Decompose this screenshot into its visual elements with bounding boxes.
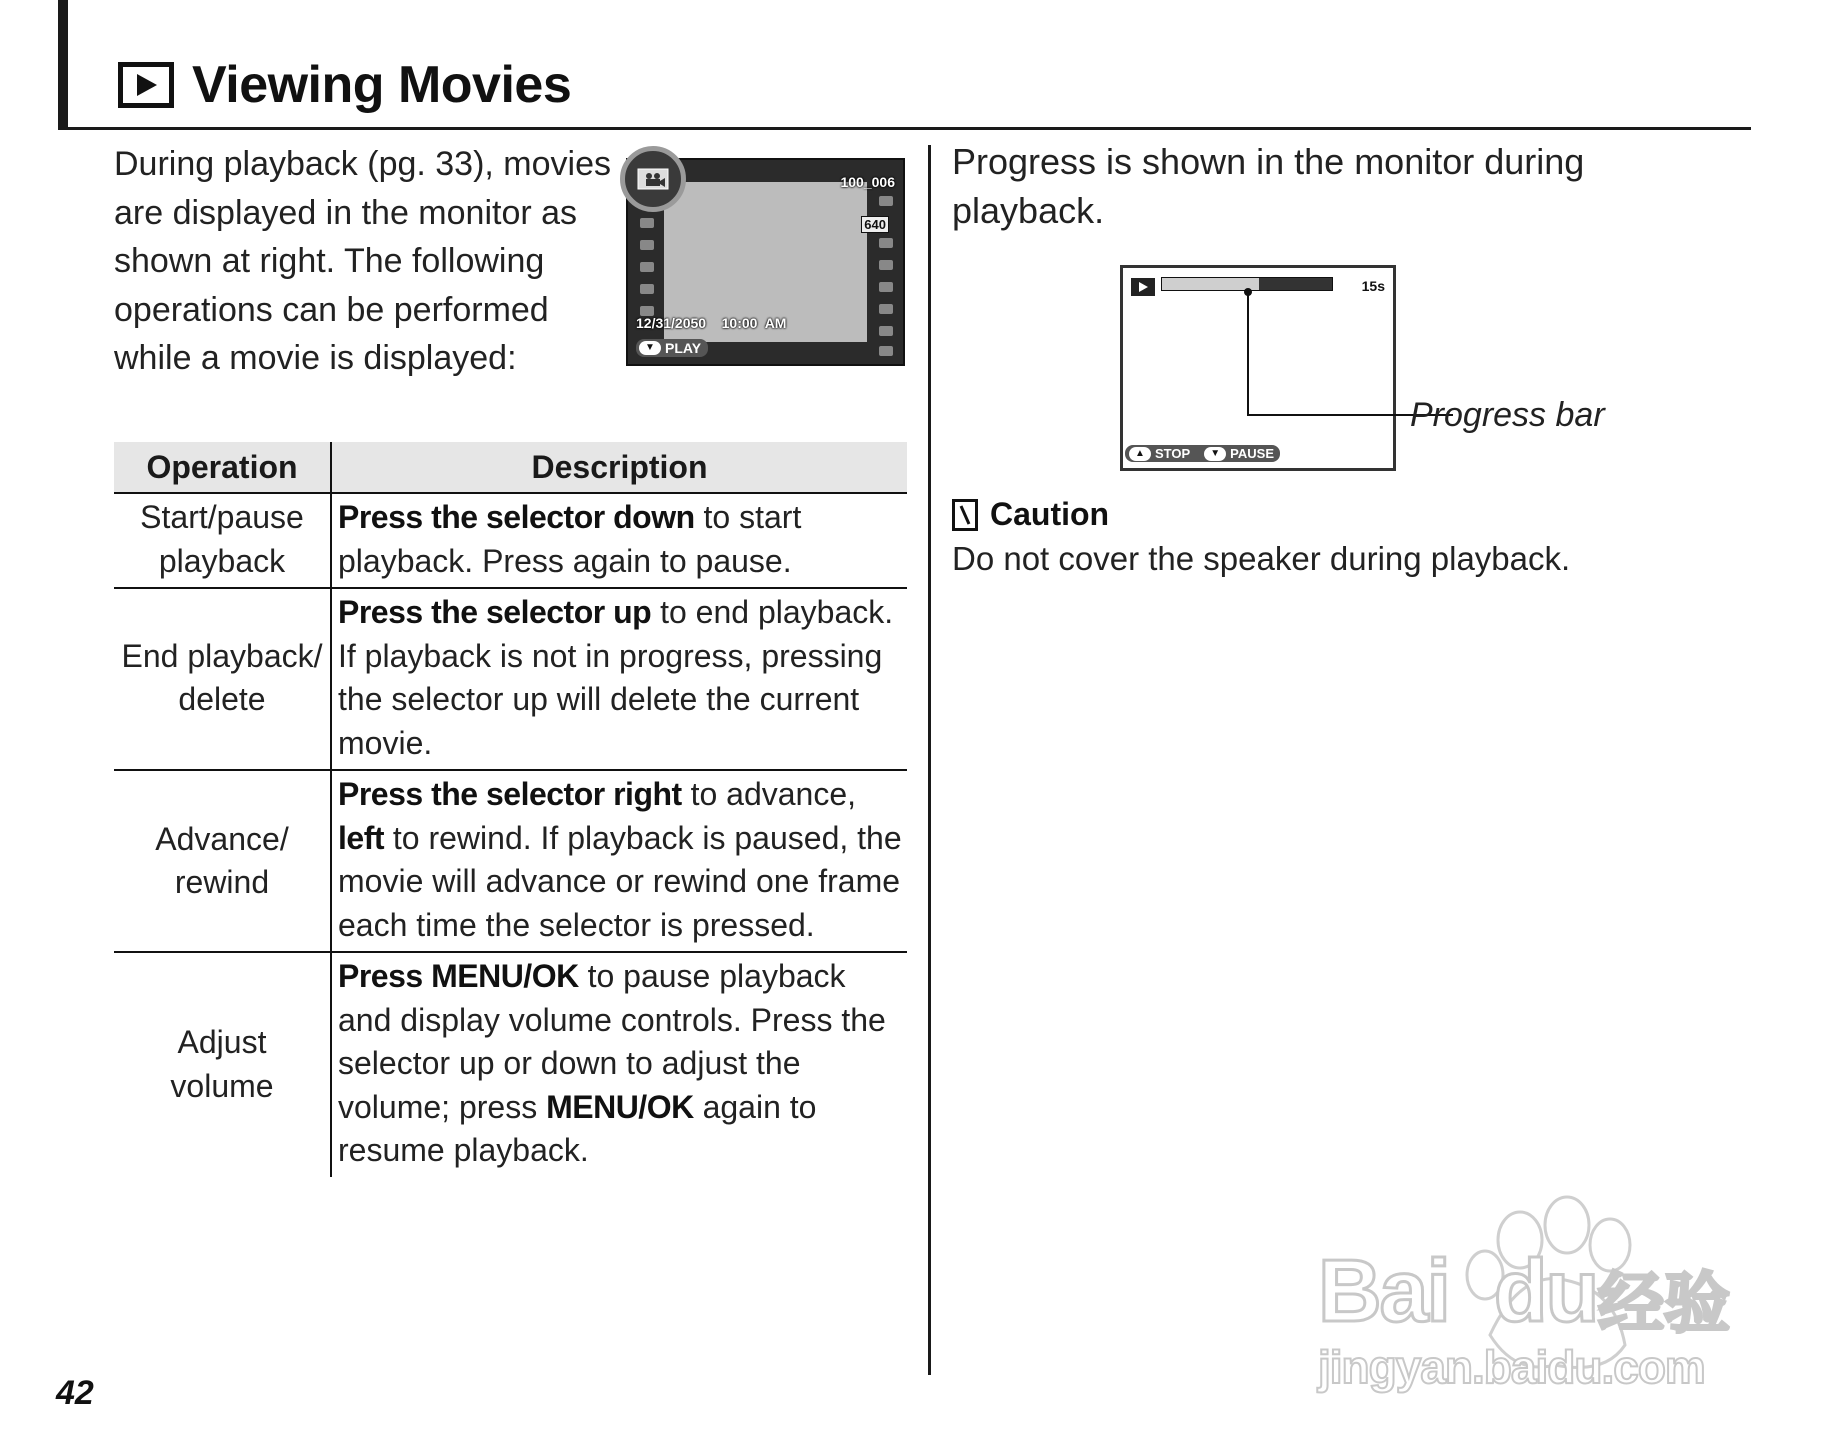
description-cell bbox=[331, 588, 907, 770]
down-arrow-icon: ▼ bbox=[639, 341, 661, 355]
table-row bbox=[114, 952, 907, 1177]
watermark-brand: Bai du bbox=[1318, 1241, 1598, 1340]
operation-cell: Adjust volume bbox=[114, 952, 331, 1177]
bold-instruction: MENU/OK bbox=[546, 1088, 694, 1125]
intro-text: During playback (pg. 33), movies are displayed in the monitor as shown at right. The following operations can be performed while a movie is displayed: bbox=[114, 145, 612, 377]
title-rule bbox=[58, 127, 1751, 130]
description-cell bbox=[331, 770, 907, 952]
description-cell bbox=[331, 493, 907, 588]
caution-icon bbox=[952, 499, 978, 531]
watermark-url: jingyan.baidu.com bbox=[1318, 1341, 1705, 1393]
movie-icon bbox=[637, 168, 669, 190]
datetime-stamp: 12/31/2050 10:00 AM bbox=[636, 315, 787, 331]
film-perforation bbox=[879, 304, 893, 314]
film-perforation bbox=[879, 282, 893, 292]
description-text: to start playback. Press again to pause. bbox=[338, 499, 802, 579]
film-perforation bbox=[640, 240, 654, 250]
film-perforation bbox=[640, 218, 654, 228]
description-text: again to resume playback. bbox=[338, 1088, 817, 1168]
description-header: Description bbox=[331, 442, 907, 493]
description-cell bbox=[331, 952, 907, 1177]
watermark-cn: 经验 bbox=[1598, 1266, 1730, 1340]
progress-bar-label: Progress bar bbox=[1410, 396, 1605, 434]
bold-instruction: Press the selector right bbox=[338, 776, 682, 812]
table-header-row bbox=[114, 442, 907, 493]
bold-instruction: Press the selector down bbox=[338, 499, 695, 535]
play-hint bbox=[636, 335, 708, 357]
operation-cell: Start/pause playback bbox=[114, 493, 331, 588]
bold-instruction: Press MENU/OK bbox=[338, 958, 579, 994]
header-left-bar bbox=[58, 0, 68, 130]
film-perforation bbox=[879, 260, 893, 270]
progress-description: Progress is shown in the monitor during playback. bbox=[952, 141, 1585, 231]
elapsed-time: 15s bbox=[1361, 278, 1385, 294]
film-perforation bbox=[879, 238, 893, 248]
caution-title: Caution bbox=[990, 496, 1110, 532]
film-perforation bbox=[879, 196, 893, 206]
resolution-badge: 640 bbox=[861, 216, 889, 233]
film-perforation bbox=[879, 326, 893, 336]
description-text: to pause playback and display volume controls. Press the selector up or down to adjust the volume; press bbox=[338, 958, 886, 1125]
stop-label: STOP bbox=[1155, 446, 1191, 461]
column-divider bbox=[928, 145, 931, 1375]
description-text: to advance, bbox=[681, 776, 857, 812]
movie-mode-badge bbox=[620, 146, 686, 212]
caution-text: Do not cover the speaker during playback. bbox=[952, 540, 1571, 577]
bold-instruction: Press the selector up bbox=[338, 594, 652, 630]
up-arrow-icon: ▲ bbox=[1129, 447, 1151, 461]
film-perforation bbox=[879, 346, 893, 356]
table-row bbox=[114, 588, 907, 770]
page-title bbox=[118, 50, 571, 120]
film-perforation bbox=[640, 284, 654, 294]
operation-cell: Advance/ rewind bbox=[114, 770, 331, 952]
down-arrow-icon: ▼ bbox=[1204, 447, 1226, 461]
description-text: to rewind. If playback is paused, the movie will advance or rewind one frame each time the selector is pressed. bbox=[338, 819, 902, 943]
film-perforation bbox=[640, 262, 654, 272]
table-row bbox=[114, 493, 907, 588]
operations-table bbox=[114, 442, 907, 1177]
play-icon bbox=[1131, 278, 1155, 296]
playback-icon bbox=[118, 62, 174, 108]
operation-header: Operation bbox=[114, 442, 331, 493]
operation-cell: End playback/ delete bbox=[114, 588, 331, 770]
bold-instruction: left bbox=[338, 819, 384, 856]
table-row bbox=[114, 770, 907, 952]
caution-heading bbox=[952, 496, 1109, 533]
file-number: 100_006 bbox=[840, 174, 895, 190]
leader-line bbox=[1247, 292, 1249, 415]
page-number: 42 bbox=[56, 1374, 94, 1412]
playback-controls-hint bbox=[1125, 445, 1280, 462]
pause-label: PAUSE bbox=[1230, 446, 1274, 461]
monitor-illustration bbox=[1120, 265, 1396, 471]
description-text: to end playback. If playback is not in progress, pressing the selector up will delete the current movie. bbox=[338, 594, 894, 761]
page-title-text: Viewing Movies bbox=[192, 56, 572, 114]
play-label: PLAY bbox=[665, 340, 702, 356]
